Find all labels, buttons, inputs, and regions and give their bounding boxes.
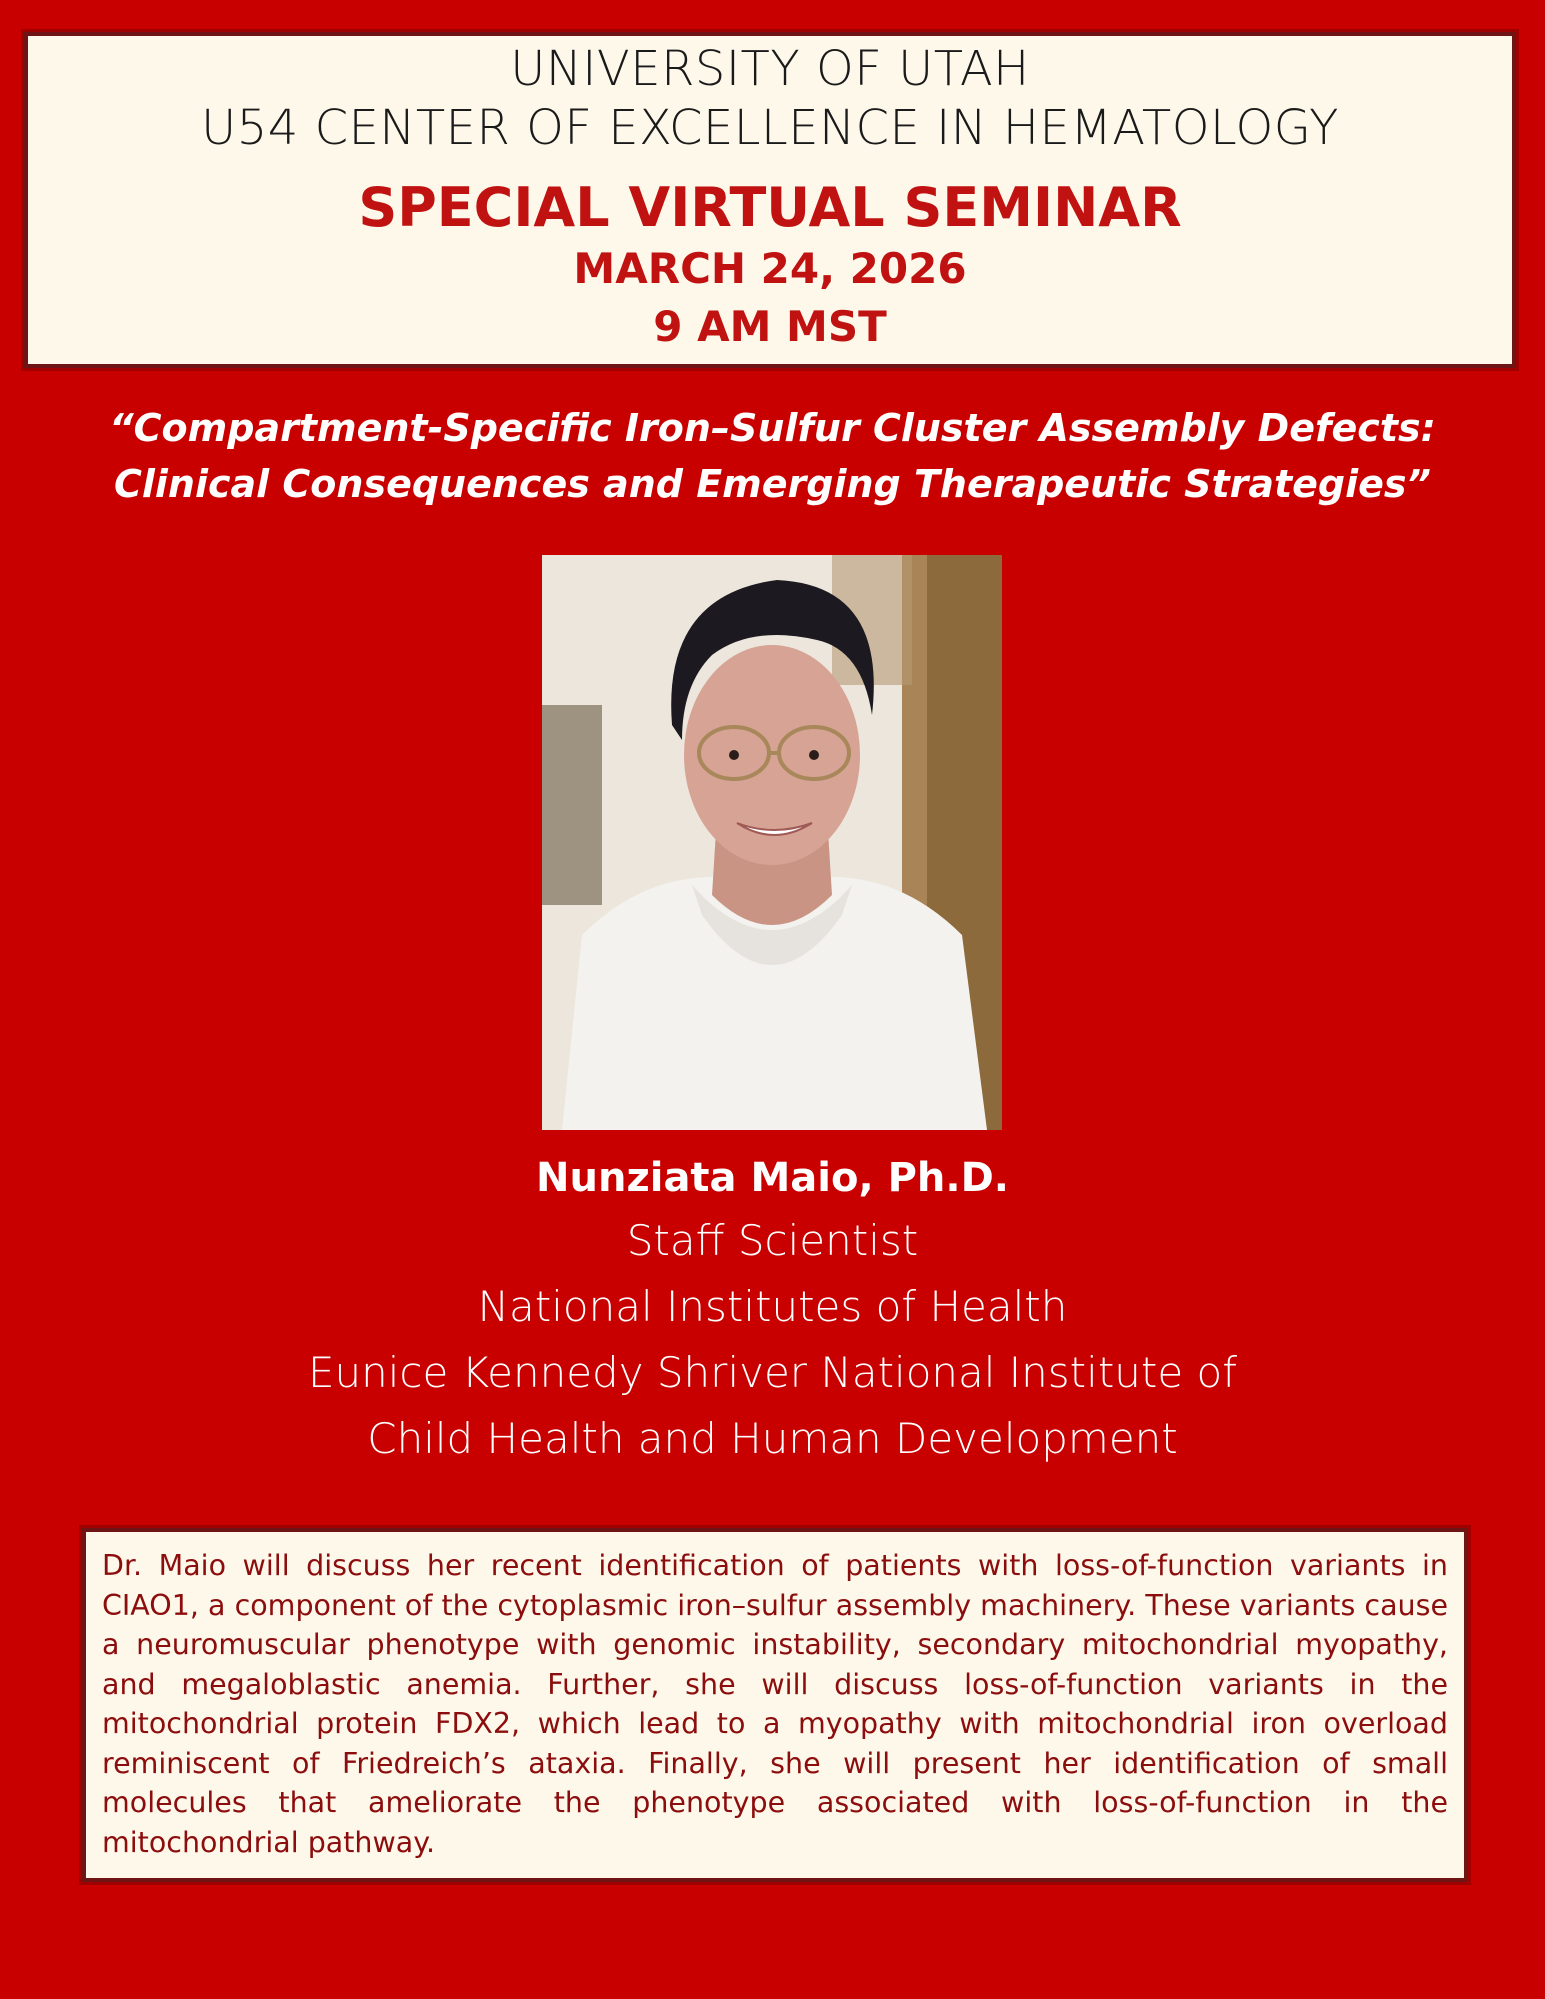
event-type: SPECIAL VIRTUAL SEMINAR [358, 176, 1182, 239]
speaker-position: Staff Scientist [626, 1216, 919, 1265]
speaker-institute-line-1: Eunice Kennedy Shriver National Institute of [307, 1348, 1238, 1397]
talk-title [0, 400, 1545, 512]
abstract-box [82, 1528, 1468, 1882]
event-time: 9 AM MST [653, 302, 887, 351]
speaker-institute-line-2: Child Health and Human Development [367, 1414, 1178, 1463]
speaker-name: Nunziata Maio, Ph.D. [536, 1155, 1009, 1201]
header-box [24, 32, 1516, 368]
center-name: U54 CENTER OF EXCELLENCE IN HEMATOLOGY [201, 100, 1339, 156]
abstract-text: Dr. Maio will discuss her recent identification of patients with loss-of-function variants in CIAO1, a component of the cytoplasmic iron–sulfur assembly machinery. These variants cause a neuromuscular phenotype with genomic instability, secondary mitochondrial myopathy, and megaloblastic anemia. Further, she will discuss loss-of-function variants in the mitochondrial protein FDX2, which lead to a myopathy with mitochondrial iron overload reminiscent of Friedreich’s ataxia. Finally, she will present her identification of small molecules that ameliorate the phenotype associated with loss-of-function in the mitochondrial pathway. [102, 1549, 1448, 1859]
talk-title-line-1: “Compartment-Specific Iron–Sulfur Cluster Assembly Defects: [109, 406, 1436, 450]
talk-title-line-2: Clinical Consequences and Emerging Therapeutic Strategies” [113, 462, 1432, 506]
speaker-portrait-image [542, 555, 1002, 1130]
speaker-photo [542, 555, 1002, 1130]
university-name: UNIVERSITY OF UTAH [510, 41, 1030, 97]
speaker-organization: National Institutes of Health [477, 1282, 1068, 1331]
speaker-info [0, 1148, 1545, 1472]
event-date: MARCH 24, 2026 [573, 244, 967, 293]
